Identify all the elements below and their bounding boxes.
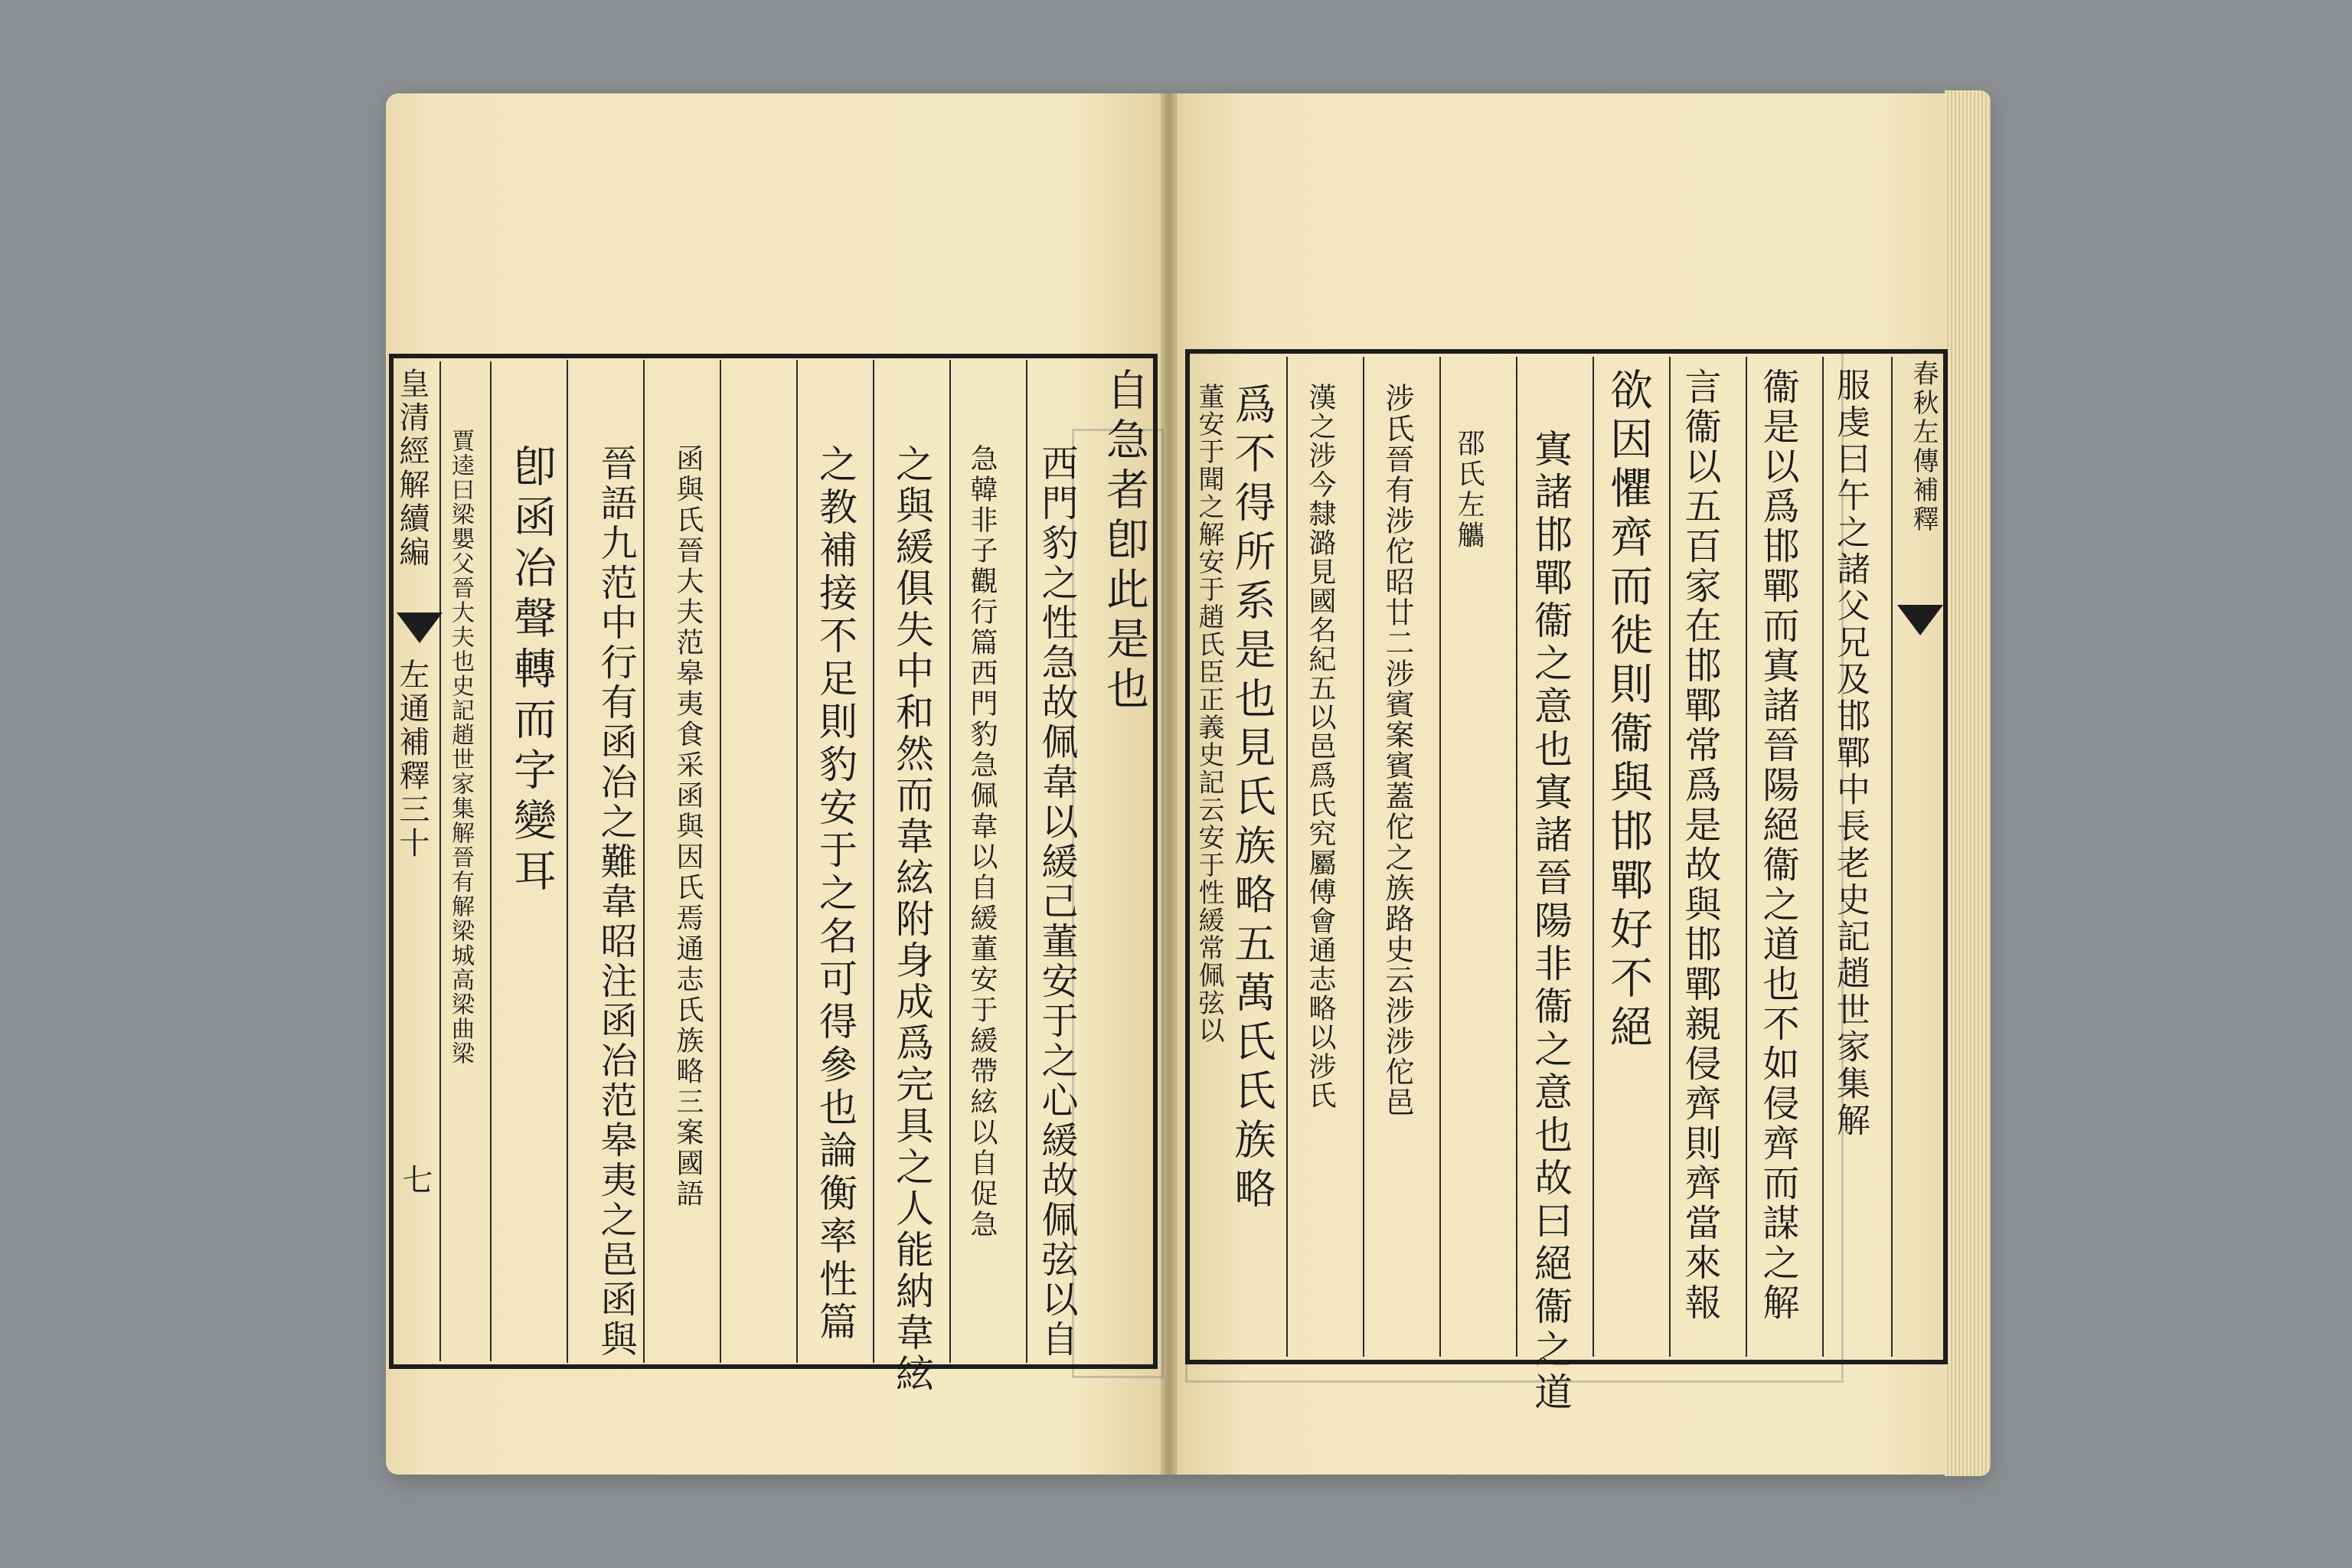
text-column: 涉氏晉有涉佗昭廿二涉賓案賓蓋佗之族路史云涉涉佗邑 [1380,383,1414,1118]
column-rule [1592,357,1594,1357]
column-rule [949,360,951,1363]
left-spine-subtitle: 左通補釋三十 [394,658,430,861]
right-title-rule [1891,357,1893,1357]
text-column: 寘諸邯鄲衞之意也寘諸晉陽非衞之意也故曰絕衞之道 [1528,429,1573,1415]
text-column: 言衞以五百家在邯鄲常爲是故與邯鄲親侵齊則齊當來報 [1678,368,1721,1323]
column-rule [1286,357,1288,1357]
text-column: 漢之涉今隸潞見國名紀五以邑爲氏究屬傅會通志略以涉氏 [1305,383,1336,1110]
text-column: 卽函冶聲轉而字變耳 [507,444,557,899]
column-rule [567,360,568,1363]
text-column: 之與緩俱失中和然而韋絃附身成爲完具之人能納韋絃 [890,444,934,1395]
text-column: 邵氏左觿 [1453,429,1485,551]
column-rule [1439,357,1441,1357]
fish-tail-ornament [1897,605,1943,635]
column-rule [720,360,721,1363]
text-column: 董安于聞之解安于趙氏臣正義史記云安于性緩常佩弦以 [1194,383,1224,1044]
fish-tail-ornament [397,612,443,643]
text-column: 服虔曰午之諸父兄及邯鄲中長老史記趙世家集解 [1831,368,1870,1139]
column-rule [643,360,645,1363]
column-rule [796,360,798,1363]
text-column: 函與氏晉大夫范皋夷食采函與因氏焉通志氏族略三案國語 [672,444,704,1210]
text-column: 衞是以爲邯鄲而寘諸晉陽絕衞之道也不如侵齊而謀之解 [1756,368,1799,1323]
text-column: 晉語九范中行有函冶之難韋昭注函冶范皋夷之邑函與 [594,444,637,1360]
page-edges [1945,90,1991,1476]
column-rule [1363,357,1364,1357]
column-rule [1746,357,1747,1357]
text-column: 賈逵曰梁嬰父晉大夫也史記趙世家集解晉有解梁城高梁曲梁 [447,429,474,1066]
column-rule [1669,357,1671,1357]
left-title-rule [490,361,492,1361]
text-column: 爲不得所系是也見氏族略五萬氏氏族略 [1228,383,1276,1216]
text-column: 急韓非子觀行篇西門豹急佩韋以自緩董安于緩帶絃以自促急 [966,444,998,1240]
text-column: 西門豹之性急故佩韋以緩己董安于之心緩故佩弦以自 [1035,444,1078,1360]
left-title-rule [439,361,441,1361]
right-spine-title: 春秋左傳補釋 [1908,360,1939,534]
column-rule [873,360,874,1363]
text-column: 自急者卽此是也 [1099,368,1149,716]
column-rule [1822,357,1824,1357]
left-spine-title: 皇清經解續編 [394,368,430,570]
column-rule [1516,357,1517,1357]
text-column: 欲因懼齊而徙則衞與邯鄲好不絕 [1603,368,1653,1054]
leaf-number: 七 [397,1164,433,1194]
column-rule [1026,360,1027,1363]
text-column: 之教補接不足則豹安于之名可得參也論衡率性篇 [813,444,858,1344]
